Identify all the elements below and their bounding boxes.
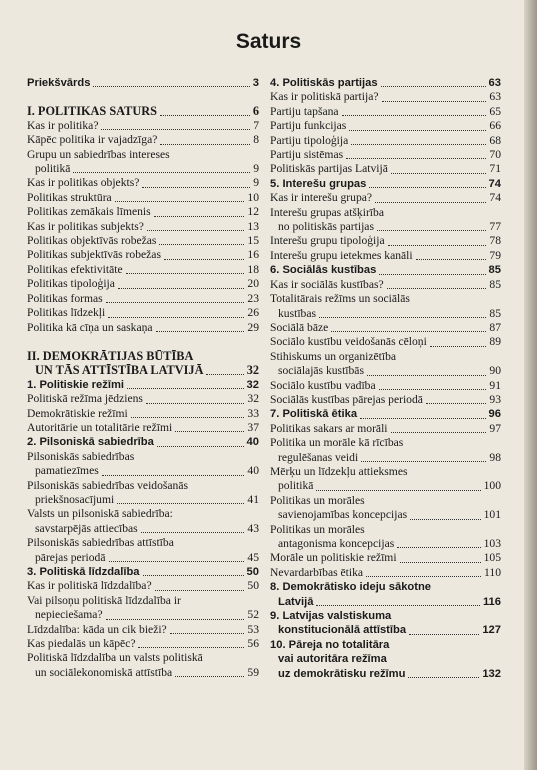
dot-leader	[361, 461, 486, 462]
dot-leader	[73, 172, 250, 173]
toc-entry	[27, 363, 259, 377]
dot-leader	[410, 519, 481, 520]
toc-page-number: 63	[488, 77, 501, 89]
toc-entry	[27, 220, 259, 234]
dot-leader	[118, 288, 244, 289]
toc-entry	[270, 206, 501, 220]
toc-entry	[27, 378, 259, 392]
toc-entry	[270, 148, 501, 162]
page-spine-shadow	[524, 0, 537, 770]
toc-entry-title: Partiju funkcijas	[270, 119, 347, 133]
toc-entry-title: Kas ir politiskā partija?	[270, 90, 379, 104]
toc-entry	[27, 349, 259, 363]
toc-page-number: 78	[489, 234, 501, 248]
toc-entry-title: Politika kā cīņa un saskaņa	[27, 320, 153, 334]
dot-leader	[360, 418, 485, 419]
toc-page-number: 132	[482, 667, 501, 680]
dot-leader	[331, 331, 486, 332]
toc-entry-title: Pilsoniskās sabiedrības attīstība	[27, 536, 174, 550]
toc-entry-title: Politikas zemākais līmenis	[27, 205, 151, 219]
dot-leader	[379, 274, 485, 275]
toc-entry-title: savienojamības koncepcijas	[278, 508, 408, 522]
dot-leader	[101, 129, 250, 130]
toc-page-number: 52	[247, 608, 259, 622]
toc-entry-title: uz demokrātisku režīmu	[278, 667, 406, 680]
toc-entry	[27, 464, 259, 478]
toc-entry	[270, 566, 501, 580]
toc-page-number: 74	[489, 191, 501, 205]
toc-entry-title: Interešu grupu tipoloģija	[270, 234, 385, 248]
toc-page-number: 18	[247, 262, 259, 276]
dot-leader	[155, 590, 245, 591]
toc-entry	[27, 536, 259, 550]
toc-page-number: 6	[252, 104, 259, 119]
toc-entry	[270, 90, 501, 104]
toc-entry	[27, 565, 259, 579]
toc-entry-title: Sociālo kustību vadība	[270, 378, 376, 392]
toc-page-number: 15	[247, 234, 259, 248]
dot-leader	[109, 561, 245, 562]
dot-leader	[379, 389, 487, 390]
toc-entry-title: priekšnosacījumi	[35, 492, 115, 506]
toc-page-number: 101	[483, 508, 501, 522]
toc-page-number: 97	[489, 421, 501, 435]
toc-entry-title: Sociālā bāze	[270, 320, 329, 334]
dot-leader	[206, 374, 243, 375]
dot-leader	[382, 101, 487, 102]
toc-entry	[270, 494, 501, 508]
toc-entry	[270, 162, 501, 176]
toc-page-number: 37	[247, 420, 259, 434]
dot-leader	[160, 144, 250, 145]
toc-entry-title: Sociālās kustības pārejas periodā	[270, 392, 423, 406]
toc-page-number: 50	[247, 579, 259, 593]
toc-entry-title: Autoritārie un totalitārie režīmi	[27, 420, 173, 434]
toc-entry	[270, 134, 501, 148]
dot-leader	[387, 288, 487, 289]
toc-page-number: 8	[253, 133, 259, 147]
toc-page-number: 41	[247, 492, 259, 506]
toc-page-number: 85	[488, 264, 501, 277]
toc-page-number: 98	[489, 450, 501, 464]
toc-entry	[270, 263, 501, 277]
toc-page-number: 91	[489, 378, 501, 392]
toc-entry-title: 8. Demokrātisko ideju sākotne	[270, 581, 432, 594]
toc-entry	[27, 479, 259, 493]
toc-entry-title: Partiju sistēmas	[270, 148, 344, 162]
toc-entry	[27, 579, 259, 593]
toc-entry	[270, 479, 501, 493]
toc-entry-title: pārejas periodā	[35, 550, 106, 564]
toc-entry	[27, 623, 259, 637]
toc-page-number: 87	[489, 320, 501, 334]
toc-entry-title: UN TĀS ATTĪSTĪBA LATVIJĀ	[35, 363, 204, 378]
toc-entry	[27, 104, 259, 118]
toc-entry-title: Politikas sakars ar morāli	[270, 421, 388, 435]
toc-page-number: 13	[247, 219, 259, 233]
dot-leader	[156, 331, 245, 332]
dot-leader	[366, 576, 481, 577]
toc-entry-title: 6. Sociālās kustības	[270, 264, 377, 277]
toc-entry	[270, 595, 501, 609]
toc-entry-title: Kas ir interešu grupa?	[270, 191, 373, 205]
toc-entry	[27, 407, 259, 421]
toc-entry-title: no politiskās partijas	[278, 220, 374, 234]
toc-page-number: 71	[489, 162, 501, 176]
toc-entry-title: konstitucionālā attīstība	[278, 624, 407, 637]
toc-entry-title: Politikas un morāles	[270, 522, 365, 536]
dot-leader	[157, 446, 244, 447]
toc-entry	[270, 580, 501, 594]
toc-entry-title: 5. Interešu grupas	[270, 177, 367, 190]
dot-leader	[141, 532, 245, 533]
toc-entry	[27, 263, 259, 277]
toc-page-number: 59	[247, 665, 259, 679]
toc-page-number: 16	[247, 248, 259, 262]
toc-entry	[27, 176, 259, 190]
toc-entry	[270, 177, 501, 191]
toc-entry-title: Valsts un pilsoniskā sabiedrība:	[27, 507, 173, 521]
toc-entry	[270, 321, 501, 335]
toc-entry-title: Politika un morāle kā rīcības	[270, 436, 404, 450]
toc-page-number: 12	[247, 205, 259, 219]
dot-leader	[142, 187, 250, 188]
toc-page-number: 33	[247, 406, 259, 420]
toc-entry	[270, 307, 501, 321]
toc-entry-title: Politikas un morāles	[270, 493, 365, 507]
toc-entry	[270, 667, 501, 681]
dot-leader	[400, 562, 481, 563]
toc-page-number: 40	[247, 464, 259, 478]
toc-entry-title: regulēšanas veidi	[278, 450, 359, 464]
toc-entry-title: Politikas līdzekļi	[27, 306, 106, 320]
dot-leader	[147, 230, 245, 231]
dot-leader	[416, 259, 487, 260]
toc-entry-title: Interešu grupas atšķirība	[270, 205, 384, 219]
dot-leader	[175, 676, 244, 677]
toc-page-number: 90	[489, 364, 501, 378]
toc-entry	[270, 234, 501, 248]
toc-page-number: 63	[489, 90, 501, 104]
toc-page-number: 74	[488, 177, 501, 190]
toc-entry-title: politikā	[35, 162, 71, 176]
toc-page-number: 9	[253, 176, 259, 190]
toc-page-number: 26	[247, 306, 259, 320]
toc-page-number: 32	[246, 363, 259, 378]
toc-entry-title: Latvijā	[278, 595, 314, 608]
toc-page-number: 68	[489, 133, 501, 147]
toc-page-number: 10	[247, 190, 259, 204]
toc-entry	[270, 422, 501, 436]
toc-entry	[27, 594, 259, 608]
dot-leader	[397, 547, 480, 548]
toc-entry	[270, 609, 501, 623]
toc-entry-title: Kas ir politika?	[27, 118, 99, 132]
toc-page-number: 66	[489, 119, 501, 133]
toc-entry	[27, 321, 259, 335]
toc-entry-title: Mērķu un līdzekļu attieksmes	[270, 464, 408, 478]
toc-entry	[27, 292, 259, 306]
toc-entry-title: Politikas formas	[27, 291, 103, 305]
toc-entry-title: politikā	[278, 479, 314, 493]
toc-entry-title: Kāpēc politika ir vajadzīga?	[27, 133, 158, 147]
dot-leader	[391, 173, 487, 174]
toc-entry-title: Politiskā režīma jēdziens	[27, 392, 143, 406]
toc-entry	[270, 523, 501, 537]
dot-leader	[106, 302, 245, 303]
toc-page-number: 32	[246, 378, 259, 391]
toc-entry-title: II. DEMOKRĀTIJAS BŪTĪBA	[27, 348, 194, 363]
toc-page-number: 3	[252, 77, 259, 89]
dot-leader	[146, 403, 245, 404]
toc-page-number: 50	[246, 566, 259, 578]
toc-page-number: 29	[247, 320, 259, 334]
toc-page-number: 100	[483, 479, 501, 493]
dot-leader	[342, 115, 487, 116]
dot-leader	[408, 677, 479, 678]
toc-entry	[270, 508, 501, 522]
toc-left-column	[27, 76, 259, 680]
toc-entry	[270, 393, 501, 407]
page-title: Saturs	[235, 30, 302, 53]
toc-entry	[27, 133, 259, 147]
dot-leader	[127, 388, 244, 389]
toc-page-number: 7	[253, 118, 259, 132]
toc-entry	[270, 350, 501, 364]
toc-entry-title: savstarpējās attiecības	[35, 521, 138, 535]
toc-entry-title: 1. Politiskie režīmi	[27, 378, 125, 391]
toc-entry	[270, 119, 501, 133]
toc-page-number: 127	[482, 624, 501, 637]
toc-entry-title: Politikas struktūra	[27, 190, 112, 204]
toc-entry-title: sociālajās kustībās	[278, 364, 364, 378]
toc-entry	[270, 537, 501, 551]
toc-entry-title: Vai pilsoņu politiskā līdzdalība ir	[27, 593, 181, 607]
toc-entry-title: 10. Pāreja no totalitāra	[270, 638, 390, 651]
toc-page-number: 56	[247, 637, 259, 651]
dot-leader	[160, 115, 250, 116]
toc-entry-title: Nevardarbības ētika	[270, 565, 364, 579]
toc-entry-title: antagonisma koncepcijas	[278, 537, 395, 550]
toc-entry	[270, 76, 501, 90]
toc-entry	[27, 392, 259, 406]
toc-page-number: 45	[247, 550, 259, 564]
toc-page-number: 96	[488, 408, 501, 421]
section-gap	[27, 90, 259, 104]
toc-entry-title: un sociālekonomiskā attīstība	[35, 665, 173, 679]
toc-entry	[27, 76, 259, 90]
dot-leader	[126, 273, 245, 274]
toc-entry-title: Politiskās partijas Latvijā	[270, 162, 388, 176]
dot-leader	[154, 216, 245, 217]
toc-page-number: 116	[482, 595, 501, 608]
dot-leader	[430, 346, 487, 347]
toc-page-number: 20	[247, 277, 259, 291]
dot-leader	[346, 158, 486, 159]
toc-page-number: 70	[489, 148, 501, 162]
dot-leader	[388, 245, 487, 246]
toc-entry-title: Demokrātiskie režīmi	[27, 406, 128, 420]
toc-entry-title: Partiju tapšana	[270, 104, 339, 118]
toc-entry-title: Sociālo kustību veidošanās cēloņi	[270, 335, 427, 349]
toc-entry	[270, 638, 501, 652]
toc-entry	[27, 507, 259, 521]
dot-leader	[175, 431, 244, 432]
toc-entry-title: Politiskā līdzdalība un valsts politiskā	[27, 651, 203, 665]
dot-leader	[143, 575, 244, 576]
toc-entry	[270, 249, 501, 263]
toc-entry	[27, 450, 259, 464]
toc-entry	[27, 306, 259, 320]
toc-entry	[270, 105, 501, 119]
toc-entry-title: Kas ir politikas objekts?	[27, 176, 140, 190]
dot-leader	[426, 403, 486, 404]
dot-leader	[102, 475, 245, 476]
toc-entry	[270, 652, 501, 666]
toc-entry-title: Stihiskums un organizētība	[270, 349, 397, 363]
toc-entry-title: 4. Politiskās partijas	[270, 77, 378, 89]
toc-entry-title: Kas ir politiskā līdzdalība?	[27, 579, 152, 593]
dot-leader	[381, 86, 486, 87]
toc-entry	[270, 191, 501, 205]
toc-entry	[27, 191, 259, 205]
toc-entry-title: Priekšvārds	[27, 77, 91, 89]
toc-entry	[27, 162, 259, 176]
toc-entry	[27, 248, 259, 262]
toc-page-number: 40	[246, 436, 259, 449]
toc-entry	[270, 220, 501, 234]
toc-entry-title: nepieciešama?	[35, 608, 103, 622]
toc-entry	[270, 278, 501, 292]
dot-leader	[115, 201, 245, 202]
dot-leader	[108, 317, 244, 318]
toc-entry-title: kustības	[278, 306, 317, 320]
dot-leader	[106, 619, 245, 620]
toc-entry-title: Pilsoniskās sabiedrības	[27, 449, 135, 463]
dot-leader	[138, 647, 244, 648]
dot-leader	[377, 230, 486, 231]
toc-entry	[27, 522, 259, 536]
toc-page-number: 93	[489, 392, 501, 406]
toc-entry	[27, 148, 259, 162]
toc-entry	[27, 637, 259, 651]
toc-page-number: 65	[489, 104, 501, 118]
dot-leader	[319, 317, 486, 318]
toc-right-column	[270, 76, 501, 681]
toc-page-number: 85	[489, 277, 501, 291]
toc-entry	[27, 119, 259, 133]
toc-entry-title: Politikas efektivitāte	[27, 262, 123, 276]
toc-page-number: 79	[489, 248, 501, 262]
toc-page-number: 32	[247, 392, 259, 406]
toc-entry	[270, 436, 501, 450]
toc-entry	[270, 465, 501, 479]
toc-entry	[27, 205, 259, 219]
toc-entry-title: I. POLITIKAS SATURS	[27, 104, 157, 119]
toc-entry	[27, 493, 259, 507]
dot-leader	[367, 375, 486, 376]
toc-page-number: 103	[483, 537, 501, 550]
toc-entry-title: Politikas subjektīvās robežas	[27, 248, 161, 262]
toc-page-number: 110	[484, 565, 501, 579]
toc-entry-title: Kas ir sociālās kustības?	[270, 277, 384, 291]
toc-entry	[27, 651, 259, 665]
toc-entry-title: Grupu un sabiedrības intereses	[27, 147, 170, 161]
toc-entry-title: Interešu grupu ietekmes kanāli	[270, 248, 413, 262]
dot-leader	[159, 244, 244, 245]
dot-leader	[93, 86, 249, 87]
toc-entry-title: Partiju tipoloģija	[270, 133, 349, 147]
toc-entry	[27, 277, 259, 291]
dot-leader	[170, 633, 245, 634]
toc-page-number: 53	[247, 622, 259, 636]
toc-entry-title: Kas ir politikas subjekts?	[27, 219, 144, 233]
toc-entry	[270, 364, 501, 378]
toc-page-number: 85	[489, 306, 501, 320]
toc-entry	[270, 335, 501, 349]
toc-entry	[270, 292, 501, 306]
toc-entry-title: Morāle un politiskie režīmi	[270, 551, 397, 565]
toc-page-number: 23	[247, 291, 259, 305]
dot-leader	[117, 503, 244, 504]
toc-page-number: 9	[253, 162, 259, 176]
toc-entry-title: vai autoritāra režīma	[278, 653, 387, 666]
toc-entry	[270, 451, 501, 465]
toc-entry-title: Kas piedalās un kāpēc?	[27, 637, 136, 651]
dot-leader	[316, 605, 479, 606]
toc-entry-title: 2. Pilsoniskā sabiedrība	[27, 436, 154, 449]
dot-leader	[391, 432, 487, 433]
toc-entry	[270, 551, 501, 565]
toc-entry	[270, 379, 501, 393]
dot-leader	[369, 187, 485, 188]
toc-entry	[270, 623, 501, 637]
toc-entry	[270, 407, 501, 421]
toc-entry-title: pamatiezīmes	[35, 464, 99, 478]
toc-page-number: 89	[489, 335, 501, 349]
dot-leader	[351, 144, 486, 145]
dot-leader	[409, 634, 479, 635]
toc-entry-title: Politikas objektīvās robežas	[27, 234, 157, 248]
toc-entry	[27, 551, 259, 565]
toc-entry	[27, 608, 259, 622]
toc-entry-title: Līdzdalība: kāda un cik bieži?	[27, 622, 167, 636]
dot-leader	[131, 417, 245, 418]
toc-entry-title: 9. Latvijas valstiskuma	[270, 610, 392, 623]
dot-leader	[316, 490, 480, 491]
toc-page-number: 77	[489, 220, 501, 234]
toc-entry	[27, 666, 259, 680]
toc-entry	[27, 234, 259, 248]
toc-entry-title: Pilsoniskās sabiedrības veidošanās	[27, 478, 189, 492]
section-gap	[27, 335, 259, 349]
toc-entry-title: 7. Politiskā ētika	[270, 408, 358, 421]
toc-entry-title: Totalitārais režīms un sociālās	[270, 292, 410, 306]
toc-entry-title: 3. Politiskā līdzdalība	[27, 566, 140, 578]
toc-page-number: 105	[483, 551, 501, 565]
toc-entry-title: Politikas tipoloģija	[27, 277, 115, 291]
toc-entry	[27, 435, 259, 449]
toc-page-number: 43	[247, 521, 259, 535]
dot-leader	[349, 130, 486, 131]
toc-entry	[27, 421, 259, 435]
dot-leader	[375, 202, 486, 203]
dot-leader	[164, 259, 244, 260]
